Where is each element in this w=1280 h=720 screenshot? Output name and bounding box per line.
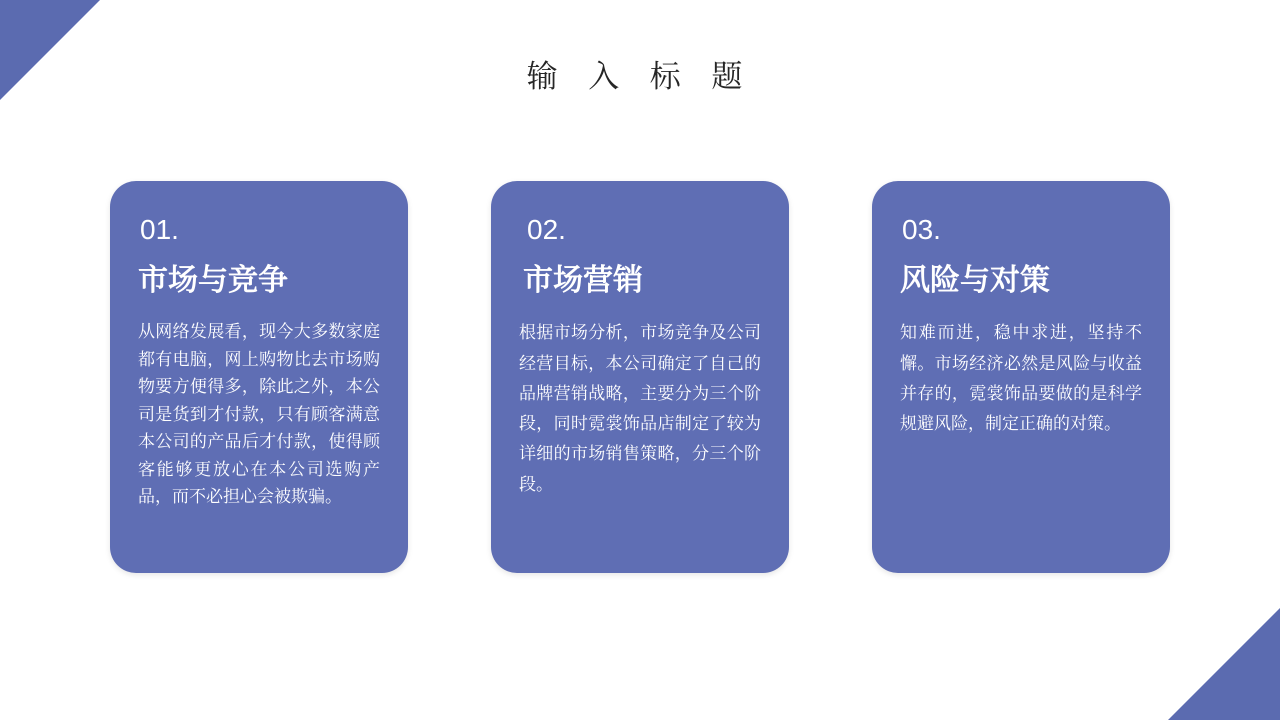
card-body-text: 知难而进，稳中求进，坚持不懈。市场经济必然是风险与收益并存的，霓裳饰品要做的是科学规避风险，制定正确的对策。 xyxy=(900,323,1142,434)
content-card[interactable] xyxy=(491,181,789,573)
page-title: 输 入 标 题 xyxy=(526,58,754,94)
card-number: 02. xyxy=(527,214,566,245)
card-body-text: 从网络发展看，现今大多数家庭都有电脑，网上购物比去市场购物要方便得多，除此之外，本公司是货到才付款，只有顾客满意本公司的产品后才付款，使得顾客能够更放心在本公司选购产品，而不必担心会被欺骗。 xyxy=(138,322,380,507)
content-card[interactable] xyxy=(110,181,408,573)
card-number: 01. xyxy=(140,214,179,245)
card-heading: 市场与竞争 xyxy=(138,263,288,297)
card-heading: 市场营销 xyxy=(523,263,643,297)
content-card[interactable] xyxy=(872,181,1170,573)
decorative-corner-bottom-right xyxy=(1168,608,1280,720)
card-heading: 风险与对策 xyxy=(900,263,1050,297)
card-number: 03. xyxy=(902,214,941,245)
card-list xyxy=(110,181,1170,573)
card-body-text: 根据市场分析，市场竞争及公司经营目标，本公司确定了自己的品牌营销战略，主要分为三个阶段，同时霓裳饰品店制定了较为详细的市场销售策略，分三个阶段。 xyxy=(519,323,761,494)
